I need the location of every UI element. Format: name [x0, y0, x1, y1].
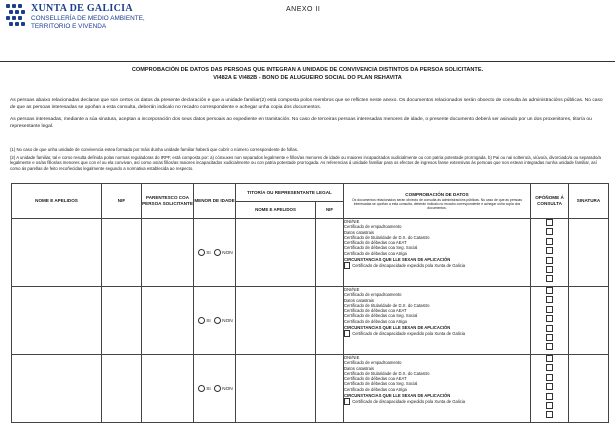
opono-checkbox[interactable]: [546, 343, 553, 350]
opono-checkbox[interactable]: [546, 306, 553, 313]
doc-atriga: Certificado de débedas coa Atriga: [344, 386, 407, 392]
doc-empadroamento: Certificado de empadroamento: [344, 360, 402, 366]
opono-checkbox[interactable]: [546, 257, 553, 264]
doc-aeat: Certificado de débedas coa AEAT: [344, 308, 407, 314]
opono-checkbox[interactable]: [546, 364, 553, 371]
titor-nome-input[interactable]: [236, 287, 316, 355]
form-title: [0, 66, 615, 82]
menor-non-radio[interactable]: [214, 317, 221, 324]
consent-paragraph: As persoas interesadas, mediante a súa sinatura, aceptan a incorporación dos seus datos persoais ao expediente en tramitación. No caso de terceiras persoas interesadas menores de idade, o presente documento deberá ser asinado por un dos proxenitores, titor/a ou representante legal.: [10, 117, 592, 129]
opono-checkbox[interactable]: [546, 238, 553, 245]
comprobacion-subtitle: Os documentos relacionados serán obxecto de consulta ás administracións públicas. No caso de que as persoas interesadas se opoñan a esta consulta, deberán indicalo no recadro correspondente e achegar unha copia dos documentos.: [351, 197, 522, 211]
col-sinatura: SINATURA: [569, 184, 609, 219]
doc-dni: DNI/NIE: [344, 219, 360, 224]
doc-titularidade: Certificado de titularidade de D.X. do Catastro: [344, 302, 430, 308]
discapacidade-option: [344, 262, 530, 268]
form-title-line-2: VI482A E VI482B - BONO DE ALUGUEIRO SOCIAL DO PLAN REHAVITA: [213, 75, 402, 81]
si-label: SI: [206, 250, 211, 256]
header-divider: [0, 61, 615, 62]
opono-checkbox[interactable]: [546, 315, 553, 322]
doc-catastrais: Datos catastrais: [344, 365, 375, 371]
sinatura-field[interactable]: [569, 287, 609, 355]
titor-nif-input[interactable]: [316, 355, 344, 423]
nif-input[interactable]: [102, 219, 142, 287]
discapacidade-label: Certificado de discapacidade expedido pola Xunta de Galicia: [352, 398, 466, 404]
discapacidade-checkbox[interactable]: [344, 330, 350, 336]
non-label: NON: [222, 250, 233, 256]
non-label: NON: [222, 318, 233, 324]
footnote-1: (1) No caso de que unha unidade de convivencia estea formada por máis dunha unidade familiar haberá que cubrir o número correspondente de follas.: [10, 147, 299, 152]
table-row: [12, 355, 609, 423]
discapacidade-option: [344, 330, 530, 336]
sinatura-field[interactable]: [569, 219, 609, 287]
opono-checkbox[interactable]: [546, 287, 553, 294]
members-table: [11, 183, 609, 423]
opono-checkbox[interactable]: [546, 275, 553, 282]
parentesco-input[interactable]: [142, 219, 194, 287]
menor-radio-group: [194, 355, 236, 423]
opono-checkbox[interactable]: [546, 334, 553, 341]
menor-radio-group: [194, 287, 236, 355]
doc-catastrais: Datos catastrais: [344, 297, 375, 303]
doc-seg-social: Certificado de débedas coa Seg. Social: [344, 381, 418, 387]
menor-non-radio[interactable]: [214, 249, 221, 256]
declaration-paragraph: As persoas abaixo relacionadas declaran que son certos os datos da presente declaración e que a unidade familiar(2) está composta polos membros que se reflicten neste anexo. Os documentos relacionados serán obxecto de consulta ás administracións públicas. No caso de que as persoas interesadas se opoñan a esta consulta, deberán indicalo no recadro correspondente e achegar unha copia dos documentos.: [10, 98, 603, 110]
col-comprobacion: [344, 184, 531, 219]
col-menor: MENOR DE IDADE: [194, 184, 236, 219]
doc-atriga: Certificado de débedas coa Atriga: [344, 250, 407, 256]
col-opono: OPÓÑOME Á CONSULTA: [531, 184, 569, 219]
anexo-label: ANEXO II: [286, 6, 321, 13]
opono-checkboxes: [531, 355, 569, 423]
discapacidade-label: Certificado de discapacidade expedido pola Xunta de Galicia: [352, 330, 466, 336]
conselleria-line-2: TERRITORIO E VIVENDA: [31, 23, 107, 30]
brand-name: XUNTA DE GALICIA: [31, 3, 133, 14]
col-titor: TITOR/A OU REPRESENTANTE LEGAL: [236, 184, 344, 202]
sinatura-field[interactable]: [569, 355, 609, 423]
circunstancias-heading: CIRCUNSTANCIAS QUE LLE SEXAN DE APLICACIÓN: [344, 325, 451, 331]
opono-checkbox[interactable]: [546, 402, 553, 409]
opono-checkbox[interactable]: [546, 374, 553, 381]
circunstancias-heading: CIRCUNSTANCIAS QUE LLE SEXAN DE APLICACIÓN: [344, 393, 451, 399]
footnotes: [10, 147, 608, 173]
col-titor-nif: NIF: [316, 202, 344, 219]
opono-checkbox[interactable]: [546, 247, 553, 254]
doc-empadroamento: Certificado de empadroamento: [344, 224, 402, 230]
si-label: SI: [206, 386, 211, 392]
non-label: NON: [222, 386, 233, 392]
nome-input[interactable]: [12, 219, 102, 287]
doc-aeat: Certificado de débedas coa AEAT: [344, 376, 407, 382]
doc-seg-social: Certificado de débedas coa Seg. Social: [344, 313, 418, 319]
si-label: SI: [206, 318, 211, 324]
opono-checkbox[interactable]: [546, 393, 553, 400]
discapacidade-label: Certificado de discapacidade expedido pola Xunta de Galicia: [352, 262, 466, 268]
discapacidade-option: [344, 398, 530, 404]
brand-block: [31, 3, 145, 31]
doc-empadroamento: Certificado de empadroamento: [344, 292, 402, 298]
doc-atriga: Certificado de débedas coa Atriga: [344, 318, 407, 324]
discapacidade-checkbox[interactable]: [344, 398, 350, 404]
opono-checkbox[interactable]: [546, 228, 553, 235]
docs-list: [344, 287, 531, 355]
comprobacion-title: COMPROBACIÓN DE DATOS: [405, 191, 469, 197]
col-titor-nome: NOME E APELIDOS: [236, 202, 316, 219]
doc-titularidade: Certificado de titularidade de D.X. do Catastro: [344, 370, 430, 376]
opono-checkbox[interactable]: [546, 325, 553, 332]
opono-checkbox[interactable]: [546, 219, 553, 226]
col-parentesco: PARENTESCO COA PERSOA SOLICITANTE: [142, 184, 194, 219]
parentesco-input[interactable]: [142, 355, 194, 423]
nome-input[interactable]: [12, 287, 102, 355]
doc-dni: DNI/NIE: [344, 287, 360, 292]
doc-catastrais: Datos catastrais: [344, 229, 375, 235]
titor-nome-input[interactable]: [236, 355, 316, 423]
menor-si-radio[interactable]: [198, 249, 205, 256]
menor-non-radio[interactable]: [214, 385, 221, 392]
opono-checkbox[interactable]: [546, 411, 553, 418]
opono-checkboxes: [531, 219, 569, 287]
doc-dni: DNI/NIE: [344, 355, 360, 360]
table-row: [12, 219, 609, 287]
opono-checkboxes: [531, 287, 569, 355]
parentesco-input[interactable]: [142, 287, 194, 355]
opono-checkbox[interactable]: [546, 383, 553, 390]
titor-nome-input[interactable]: [236, 219, 316, 287]
form-title-line-1: COMPROBACIÓN DE DATOS DAS PERSOAS QUE INTEGRAN A UNIDADE DE CONVIVENCIA DISTINTOS DA PERSOA SOLICITANTE.: [131, 67, 484, 73]
docs-list: [344, 219, 531, 287]
nif-input[interactable]: [102, 355, 142, 423]
opono-checkbox[interactable]: [546, 266, 553, 273]
nif-input[interactable]: [102, 287, 142, 355]
opono-checkbox[interactable]: [546, 355, 553, 362]
col-nome: NOME E APELIDOS: [12, 184, 102, 219]
discapacidade-checkbox[interactable]: [344, 262, 350, 268]
doc-seg-social: Certificado de débedas coa Seg. Social: [344, 245, 418, 251]
menor-si-radio[interactable]: [198, 317, 205, 324]
nome-input[interactable]: [12, 355, 102, 423]
doc-aeat: Certificado de débedas coa AEAT: [344, 240, 407, 246]
circunstancias-heading: CIRCUNSTANCIAS QUE LLE SEXAN DE APLICACIÓN: [344, 257, 451, 263]
docs-list: [344, 355, 531, 423]
titor-nif-input[interactable]: [316, 287, 344, 355]
titor-nif-input[interactable]: [316, 219, 344, 287]
menor-si-radio[interactable]: [198, 385, 205, 392]
menor-radio-group: [194, 219, 236, 287]
doc-titularidade: Certificado de titularidade de D.X. do Catastro: [344, 234, 430, 240]
table-row: [12, 287, 609, 355]
col-nif: NIF: [102, 184, 142, 219]
xunta-logo-icon: [6, 4, 28, 28]
footnote-2: (2) A unidade familiar, tal e como resulta definida polas normas reguladoras do IRPF, está composta por: a) cónxuxes non separados legalmente e fillos/as menores de idade ou maiores incapacitados xudicialmente ou con patria potestade prorrogada. b) Pai ou nai solteiro/a, viúvo/a, divorciado/a ou separado/a legalmente e os/as fillos/as menores que con el ou ela convivan, así como os/as fillos/as maiores incapacitados xudicialmente ou con patria potestade prorrogada. As referencias á unidade familiar para os efectos de ingresos fanse extensivas ás persoas que non estean integradas nunha unidade familiar, así como ás parellas de feito recoñecidas legalmente segundo a normativa establecida ao respecto.: [10, 154, 601, 171]
conselleria-line-1: CONSELLERÍA DE MEDIO AMBIENTE,: [31, 15, 145, 22]
opono-checkbox[interactable]: [546, 296, 553, 303]
